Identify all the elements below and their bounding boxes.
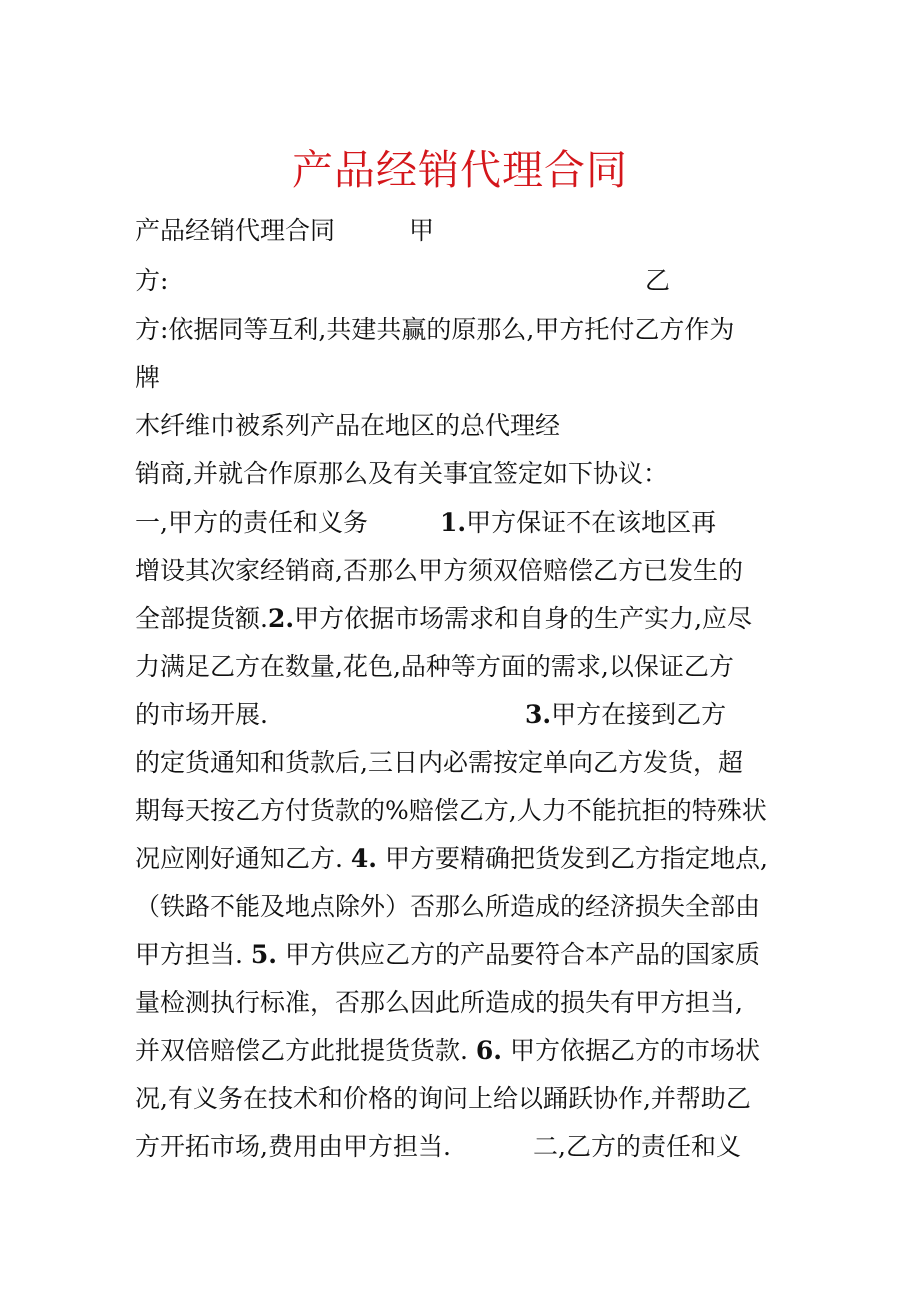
text-segment: 力满足乙方在数量,花色,品种等方面的需求,以保证乙方 (135, 652, 734, 681)
text-segment (440, 503, 716, 543)
text-segment: 甲方供应乙方的产品要符合本产品的国家质 (284, 940, 760, 969)
body-line-5 (135, 406, 560, 446)
clause-number: 1. (440, 508, 467, 537)
body-line-15 (135, 887, 760, 927)
text-segment: 甲方保证不在该地区再 (466, 508, 717, 537)
body-line-11 (135, 695, 735, 735)
text-segment: 全部提货额. (135, 604, 268, 633)
text-segment: 甲方担当. (135, 940, 243, 969)
body-line-6 (135, 454, 668, 494)
text-segment: 的定货通知和货款后,三日内必需按定单向乙方发货，超 (135, 748, 743, 777)
text-segment: 乙 (645, 266, 671, 295)
clause-number: 5. (250, 940, 278, 969)
text-segment: 并双倍赔偿乙方此批提货货款. (135, 1036, 468, 1065)
text-segment: 况,有义务在技术和价格的询问上给以踊跃协作,并帮助乙 (135, 1084, 751, 1113)
document-title: 产品经销代理合同 (292, 146, 628, 194)
body-line-4 (135, 358, 160, 398)
body-line-18 (135, 1031, 760, 1071)
body-line-17 (135, 983, 743, 1023)
text-segment: 甲方要精确把货发到乙方指定地点, (384, 844, 768, 873)
text-segment: 方:依据同等互利,共建共赢的原那么,甲方托付乙方作为 (135, 315, 735, 344)
body-line-3 (135, 310, 734, 350)
body-line-16 (135, 935, 760, 975)
clause-number: 2. (267, 604, 295, 633)
text-segment: 甲方在接到乙方 (551, 700, 727, 729)
text-segment: 牌 (135, 363, 161, 392)
body-line-19 (135, 1079, 751, 1119)
body-line-13 (135, 791, 767, 831)
text-segment: 甲 (409, 216, 435, 245)
text-segment: 增设其次家经销商,否那么甲方须双倍赔偿乙方已发生的 (135, 556, 743, 585)
text-segment (525, 695, 726, 735)
text-segment: （铁路不能及地点除外）否那么所造成的经济损失全部由 (135, 892, 761, 921)
text-segment: 产品经销代理合同 (135, 216, 336, 245)
clause-number: 3. (525, 700, 552, 729)
body-line-9 (135, 599, 752, 639)
body-line-1 (135, 211, 435, 251)
text-segment: 方开拓市场,费用由甲方担当. (135, 1132, 451, 1161)
text-segment: 况应刚好通知乙方. (135, 844, 343, 873)
body-line-7 (135, 503, 735, 543)
clause-number: 6. (475, 1036, 503, 1065)
text-segment: 甲方依据乙方的市场状 (509, 1036, 760, 1065)
text-segment: 二,乙方的责任和义 (533, 1132, 741, 1161)
body-line-14 (135, 839, 768, 879)
text-segment: 的市场开展. (135, 700, 268, 729)
text-segment: 一,甲方的责任和义务 (135, 508, 368, 537)
body-line-12 (135, 743, 743, 783)
body-line-20 (135, 1127, 775, 1167)
body-line-2 (135, 261, 675, 301)
text-segment: 甲方依据市场需求和自身的生产实力,应尽 (294, 604, 753, 633)
text-segment: 销商,并就合作原那么及有关事宜签定如下协议： (135, 459, 668, 488)
clause-number: 4. (350, 844, 378, 873)
text-segment: 量检测执行标准，否那么因此所造成的损失有甲方担当, (135, 988, 743, 1017)
text-segment: 方: (135, 266, 169, 295)
text-segment: 木纤维巾被系列产品在地区的总代理经 (135, 411, 561, 440)
body-line-10 (135, 647, 734, 687)
body-line-8 (135, 551, 743, 591)
text-segment: 期每天按乙方付货款的%赔偿乙方,人力不能抗拒的特殊状 (135, 796, 767, 825)
